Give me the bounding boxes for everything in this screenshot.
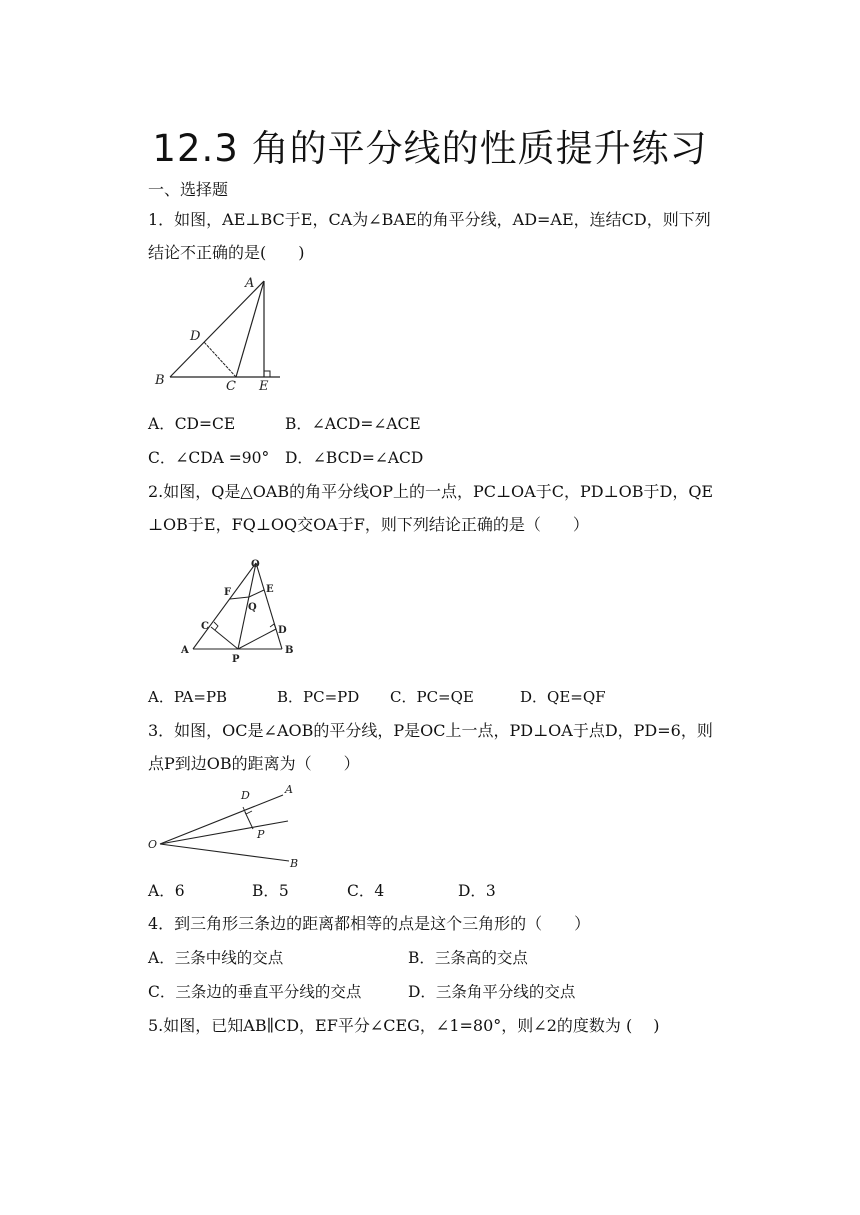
label-b: B bbox=[285, 645, 294, 656]
label-b: B bbox=[290, 857, 299, 870]
option-b[interactable]: B．∠ACD=∠ACE bbox=[285, 415, 421, 433]
question-1-figure bbox=[150, 272, 290, 397]
segment-pd bbox=[245, 812, 253, 829]
segment-qe bbox=[249, 590, 264, 597]
right-angle-mark bbox=[264, 371, 270, 377]
question-3-line-2: 点P到边OB的距离为（ ） bbox=[148, 754, 360, 773]
option-d[interactable]: D．QE=QF bbox=[520, 688, 606, 706]
ray-oa bbox=[160, 795, 283, 844]
label-a: A bbox=[181, 645, 189, 656]
label-a: A bbox=[285, 783, 293, 796]
label-b: B bbox=[155, 373, 165, 388]
question-4-line-1: 4．到三角形三条边的距离都相等的点是这个三角形的（ ） bbox=[148, 914, 591, 933]
option-a[interactable]: A．PA=PB bbox=[148, 688, 228, 706]
label-f: F bbox=[224, 587, 232, 598]
label-o: O bbox=[148, 838, 158, 851]
question-5-line-1: 5.如图，已知AB∥CD，EF平分∠CEG，∠1=80°，则∠2的度数为 ( ) bbox=[148, 1016, 660, 1035]
label-p: P bbox=[232, 654, 240, 665]
label-p: P bbox=[257, 828, 265, 841]
question-1-line-1: 1．如图，AE⊥BC于E，CA为∠BAE的角平分线，AD=AE，连结CD，则下列 bbox=[148, 210, 711, 229]
segment-pc bbox=[211, 627, 238, 649]
option-d[interactable]: D．3 bbox=[458, 882, 496, 900]
option-c[interactable]: C．三条边的垂直平分线的交点 bbox=[148, 983, 362, 1001]
label-d: D bbox=[190, 329, 201, 344]
label-c: C bbox=[201, 621, 209, 632]
section-heading: 一、选择题 bbox=[148, 180, 229, 199]
label-d: D bbox=[241, 789, 250, 802]
question-2-line-2: ⊥OB于E，FQ⊥OQ交OA于F，则下列结论正确的是（ ） bbox=[148, 515, 589, 534]
label-d: D bbox=[278, 625, 287, 636]
question-1-line-2: 结论不正确的是( ) bbox=[148, 243, 305, 262]
question-3-figure bbox=[146, 783, 306, 868]
segment-fq bbox=[230, 597, 249, 599]
option-b[interactable]: B．PC=PD bbox=[277, 688, 360, 706]
segment-ob bbox=[256, 563, 282, 649]
label-e: E bbox=[259, 379, 269, 394]
option-b[interactable]: B．三条高的交点 bbox=[408, 949, 528, 967]
option-d[interactable]: D．三条角平分线的交点 bbox=[408, 983, 576, 1001]
label-q: Q bbox=[248, 602, 257, 613]
option-a[interactable]: A．6 bbox=[148, 882, 185, 900]
label-c: C bbox=[226, 379, 236, 394]
option-d[interactable]: D．∠BCD=∠ACD bbox=[285, 449, 424, 467]
ray-ob bbox=[160, 844, 289, 861]
segment-cd bbox=[204, 342, 236, 377]
option-a[interactable]: A．CD=CE bbox=[148, 415, 236, 433]
question-2-figure bbox=[178, 555, 303, 665]
label-o: O bbox=[251, 559, 260, 570]
question-2-line-1: 2.如图，Q是△OAB的角平分线OP上的一点，PC⊥OA于C，PD⊥OB于D，QE bbox=[148, 482, 714, 501]
option-c[interactable]: C．PC=QE bbox=[390, 688, 474, 706]
label-a: A bbox=[245, 276, 255, 291]
option-b[interactable]: B．5 bbox=[252, 882, 289, 900]
page-title: 12.3 角的平分线的性质提升练习 bbox=[152, 127, 708, 170]
ray-oc bbox=[160, 821, 288, 844]
right-angle-mark-c bbox=[214, 622, 218, 630]
segment-pd bbox=[238, 629, 276, 649]
label-e: E bbox=[266, 584, 274, 595]
option-a[interactable]: A．三条中线的交点 bbox=[148, 949, 284, 967]
option-c[interactable]: C．∠CDA =90° bbox=[148, 449, 270, 467]
question-3-line-1: 3．如图，OC是∠AOB的平分线，P是OC上一点，PD⊥OA于点D，PD=6，则 bbox=[148, 721, 713, 740]
option-c[interactable]: C．4 bbox=[347, 882, 385, 900]
